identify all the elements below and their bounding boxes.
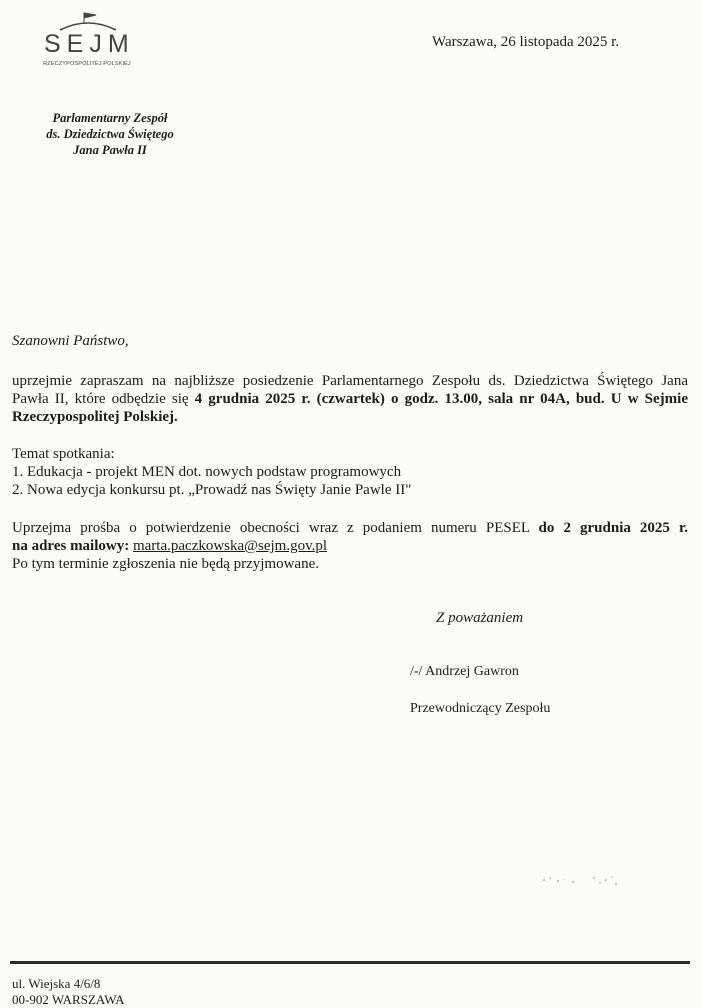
request-deadline: do 2 grudnia 2025 r. bbox=[538, 520, 689, 536]
invitation-line bbox=[12, 390, 688, 408]
agenda-heading: Temat spotkania: bbox=[12, 446, 115, 462]
meeting-details: 4 grudnia 2025 r. (czwartek) o godz. 13.00, sala nr 04A, bud. U w Sejmie bbox=[194, 391, 688, 407]
organization-line: ds. Dziedzictwa Świętego bbox=[46, 127, 174, 141]
meeting-location: Rzeczypospolitej Polskiej. bbox=[12, 409, 178, 425]
request-note: Po tym terminie zgłoszenia nie będą przyjmowane. bbox=[12, 556, 319, 572]
email-label: na adres mailowy: bbox=[12, 538, 133, 554]
footer-postal: 00-902 WARSZAWA bbox=[12, 992, 125, 1007]
email-link[interactable]: marta.paczkowska@sejm.gov.pl bbox=[132, 538, 328, 554]
salutation: Szanowni Państwo, bbox=[12, 333, 129, 349]
request-text: Uprzejma prośba o potwierdzenie obecności wraz z podaniem numeru PESEL bbox=[12, 520, 539, 536]
agenda-block bbox=[12, 445, 688, 499]
invitation-paragraph bbox=[12, 372, 688, 426]
request-paragraph bbox=[12, 519, 688, 573]
organization-block bbox=[30, 110, 190, 158]
footer-divider bbox=[10, 961, 690, 964]
agenda-item: 2. Nowa edycja konkursu pt. „Prowadź nas Święty Janie Pawle II" bbox=[12, 482, 412, 498]
logo-subtitle: RZECZYPOSPOLITEJ POLSKIEJ bbox=[43, 61, 131, 67]
organization-line: Jana Pawła II bbox=[73, 143, 147, 157]
letter-date: Warszawa, 26 listopada 2025 r. bbox=[432, 34, 620, 50]
request-line bbox=[12, 519, 688, 537]
organization-line: Parlamentarny Zespół bbox=[52, 111, 168, 125]
signer-title: Przewodniczący Zespołu bbox=[410, 701, 551, 716]
signer-name: /-/ Andrzej Gawron bbox=[410, 664, 519, 679]
closing: Z poważaniem bbox=[436, 610, 524, 626]
request-line bbox=[12, 537, 688, 555]
logo-wordmark: SEJM bbox=[44, 30, 135, 58]
scan-noise-specks bbox=[540, 872, 620, 888]
agenda-item: 1. Edukacja - projekt MEN dot. nowych podstaw programowych bbox=[12, 464, 402, 480]
footer-address: ul. Wiejska 4/6/8 bbox=[12, 976, 101, 991]
invitation-text: Pawła II, które odbędzie się bbox=[12, 391, 195, 407]
invitation-line: uprzejmie zapraszam na najbliższe posiedzenie Parlamentarnego Zespołu ds. Dziedzictwa Świętego Jana bbox=[12, 373, 688, 389]
